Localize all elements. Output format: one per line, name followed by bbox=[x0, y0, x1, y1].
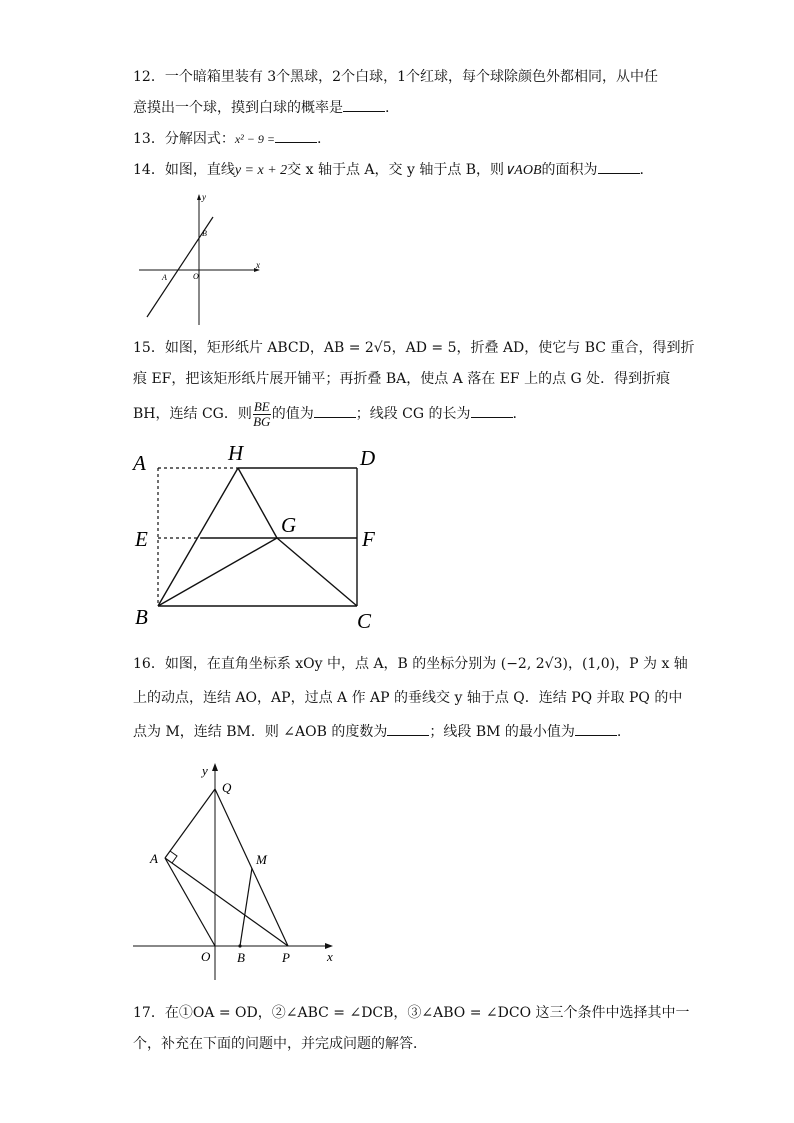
q13-line: 13．分解因式：x² − 9 = . bbox=[133, 131, 322, 147]
q16-figure bbox=[125, 755, 350, 985]
segment-bh bbox=[158, 468, 238, 606]
segment-hg bbox=[238, 468, 277, 538]
fig16-b-label: B bbox=[237, 950, 245, 965]
fig16-a-label: A bbox=[150, 851, 158, 866]
fig16-x-label: x bbox=[327, 949, 333, 964]
q14-figure bbox=[135, 190, 265, 330]
segment-pq bbox=[215, 789, 288, 946]
right-angle-mark bbox=[170, 851, 177, 863]
fraction-be-bg: $\frac{BE}{BG}$ bbox=[253, 398, 271, 429]
fig16-p-label: P bbox=[282, 950, 290, 965]
segment-aq bbox=[165, 789, 215, 858]
fig15-h-label: H bbox=[228, 441, 244, 465]
fig15-g-label: G bbox=[281, 513, 297, 537]
q16-line-3: 点为 M，连结 BM．则 ∠AOB 的度数为 ；线段 BM 的最小值为 . bbox=[133, 724, 622, 740]
q15-line-2: 痕 EF，把该矩形纸片展开铺平；再折叠 BA，使点 A 落在 EF 上的点 G 处．得到折痕 bbox=[133, 371, 671, 387]
fig16-m-label: M bbox=[256, 852, 267, 867]
q14-line: 14．如图，直线y = x + 2交 x 轴于点 A，交 y 轴于点 B，则∨AOB的面积为 . bbox=[133, 162, 644, 178]
segment-ao bbox=[165, 858, 215, 946]
fig14-a-label: A bbox=[162, 273, 167, 282]
answer-blank bbox=[314, 405, 356, 418]
answer-blank bbox=[598, 161, 640, 174]
q16-line-2: 上的动点，连结 AO，AP，过点 A 作 AP 的垂线交 y 轴于点 Q．连结 PQ 并取 PQ 的中 bbox=[133, 690, 683, 706]
fig14-y-label: y bbox=[202, 192, 206, 202]
fig15-d-label: D bbox=[360, 446, 376, 470]
fig16-q-label: Q bbox=[222, 780, 232, 795]
answer-blank bbox=[343, 99, 385, 112]
point-b bbox=[238, 944, 241, 947]
q16-line-1: 16．如图，在直角坐标系 xOy 中，点 A，B 的坐标分别为 (−2, 2√3)，(1,0)，P 为 x 轴 bbox=[133, 656, 688, 672]
q15-line-3: BH，连结 CG．则 $\frac{BE}{BG}$ 的值为 ；线段 CG 的长为 . bbox=[133, 398, 517, 429]
q17-line-2: 个，补充在下面的问题中，并完成问题的解答． bbox=[133, 1036, 427, 1052]
q12-line-1: 12．一个暗箱里装有 3个黑球，2个白球，1个红球，每个球除颜色外都相同，从中任 bbox=[133, 69, 658, 85]
fig14-x-label: x bbox=[256, 260, 260, 270]
answer-blank bbox=[275, 130, 317, 143]
fig15-f-label: F bbox=[362, 527, 375, 551]
segment-bm bbox=[240, 868, 252, 946]
fig14-o-label: O bbox=[193, 272, 199, 281]
q12-line-2: 意摸出一个球，摸到白球的概率是 . bbox=[133, 100, 390, 116]
answer-blank bbox=[575, 723, 617, 736]
fig15-b-label: B bbox=[135, 605, 148, 629]
segment-bg bbox=[158, 538, 277, 606]
segment-gc bbox=[277, 538, 357, 606]
fig14-b-label: B bbox=[202, 229, 207, 238]
answer-blank bbox=[471, 405, 513, 418]
q17-line-1: 17．在①OA = OD，②∠ABC = ∠DCB，③∠ABO = ∠DCO 这三个条件中选择其中一 bbox=[133, 1005, 690, 1021]
fig15-e-label: E bbox=[135, 527, 148, 551]
answer-blank bbox=[387, 723, 429, 736]
fig15-a-label: A bbox=[133, 451, 146, 475]
fig15-c-label: C bbox=[357, 609, 372, 633]
fig16-o-label: O bbox=[201, 949, 211, 964]
q15-line-1: 15．如图，矩形纸片 ABCD，AB = 2√5，AD = 5，折叠 AD，使它与 BC 重合，得到折 bbox=[133, 340, 695, 356]
fig16-y-label: y bbox=[202, 763, 208, 778]
segment-ap bbox=[165, 858, 288, 946]
q15-figure bbox=[125, 440, 395, 635]
